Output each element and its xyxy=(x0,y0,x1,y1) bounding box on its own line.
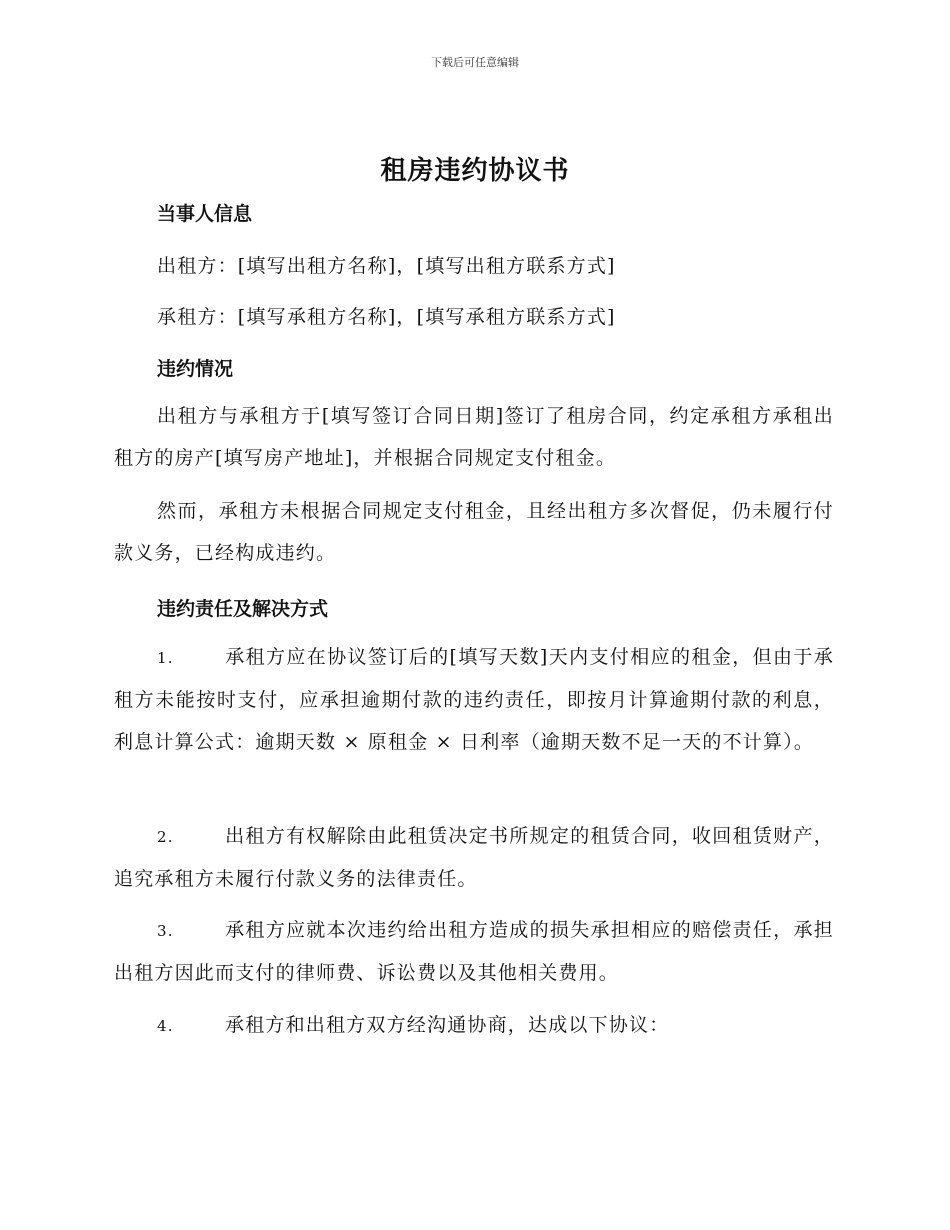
breach-paragraph-1: 出租方与承租方于[填写签订合同日期]签订了租房合同，约定承租方承租出租方的房产[填写房产地址]，并根据合同规定支付租金。 xyxy=(114,405,834,469)
lessor-info: 出租方：[填写出租方名称]，[填写出租方联系方式] xyxy=(157,255,616,277)
item-text: 承租方应就本次违约给出租方造成的损失承担相应的赔偿责任，承担出租方因此而支付的律师费、诉讼费以及其他相关费用。 xyxy=(114,919,834,984)
item-number: 4. xyxy=(157,1017,174,1035)
section-heading-breach: 违约情况 xyxy=(157,358,234,380)
item-text: 承租方应在协议签订后的[填写天数]天内支付相应的租金，但由于承租方未能按时支付，应承担逾期付款的违约责任，即按月计算逾期付款的利息，利息计算公式：逾期天数 × 原租金 × 日利率（逾期天数不足一天的不计算）。 xyxy=(114,646,834,753)
lessee-info: 承租方：[填写承租方名称]，[填写承租方联系方式] xyxy=(157,306,616,328)
breach-paragraph-2: 然而，承租方未根据合同规定支付租金，且经出租方多次督促，仍未履行付款义务，已经构成违约。 xyxy=(114,500,834,564)
section-heading-liability: 违约责任及解决方式 xyxy=(157,598,329,620)
liability-item-2 xyxy=(114,815,834,900)
section-heading-parties: 当事人信息 xyxy=(157,203,253,225)
item-number: 1. xyxy=(157,649,174,667)
header-note: 下载后可任意编辑 xyxy=(431,56,519,69)
document-title: 租房违约协议书 xyxy=(380,156,570,186)
item-number: 3. xyxy=(157,922,174,940)
item-number: 2. xyxy=(157,828,174,846)
liability-item-1 xyxy=(114,636,834,763)
liability-item-3 xyxy=(114,909,834,994)
item-text: 出租方有权解除由此租赁决定书所规定的租赁合同，收回租赁财产，追究承租方未履行付款义务的法律责任。 xyxy=(114,825,834,890)
item-text: 承租方和出租方双方经沟通协商，达成以下协议： xyxy=(225,1014,670,1036)
liability-item-4 xyxy=(114,1004,834,1047)
